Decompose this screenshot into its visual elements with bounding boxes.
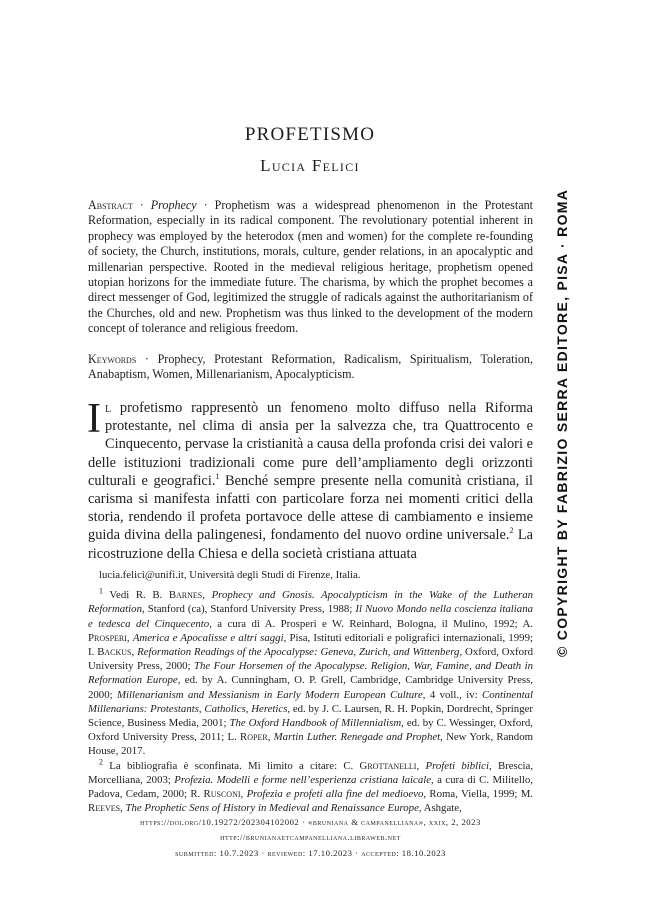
fn1-work: Martin Luther. Renegade and Prophet — [273, 731, 441, 744]
journal-url[interactable]: http://brunianaetcampanelliana.libraweb.net — [220, 832, 401, 842]
footnote-2: $^2$ La bibliografia è sconfinata. Mi limito a citare: C. Grottanelli, Profeti biblici, Brescia, Morcelliana, 2003; Profezia. Modelli e forme nell’esperienza cristiana laicale, a cura di C. Militello, Padova, Cedam, 2000; R. Rusconi, Profezia e profeti alla fine del medioevo, Roma, Viella, 1999; M. Reeves, The Prophetic Sens of History in Medieval and Renaissance Europe, Ashgate, — [88, 757, 534, 815]
fn2-text: La bibliografia è sconfinata. Mi limito a citare: C. — [109, 759, 360, 772]
keywords-label: Keywords — [88, 352, 137, 366]
article-author: Lucia Felici — [260, 156, 360, 175]
fn1-text: Vedi R. B. — [109, 589, 169, 602]
keywords-text: Prophecy, Protestant Reformation, Radicalism, Spiritualism, Toleration, Anabaptism, Women, Millenarianism, Apocalypticism. — [88, 352, 533, 382]
fn1-work: Prophecy and Gnosis. Apocalypticism in the Wake of the Lutheran Reformation — [88, 589, 533, 616]
fn2-work: The Prophetic Sens of History in Medieval and Renaissance Europe — [125, 802, 419, 815]
fn1-text: , ed. by A. Cunningham, O. P. Grell, Cambridge, Cambridge University Press, 2000; — [88, 674, 533, 701]
keywords-separator: · — [136, 352, 158, 366]
fn1-text: , 4 voll., iv: — [422, 688, 482, 701]
fn1-work: Continental Millenarians: Protestants, Catholics, Heretics — [88, 688, 533, 715]
fn1-work: The Oxford Handbook of Millennialism — [229, 717, 402, 730]
abstract-text: Prophetism was a widespread phenomenon in the Protestant Reformation, especially in its radical component. The revolutionary potential inherent in prophecy was employed by the heterodox (men and women) for the complete re-founding of society, the Church, institutions, morals, culture, gender relations, in an apocalyptic and millenarian perspective. Rooted in the medieval religious heritage, prophetism opened utopian horizons for the immediate future. The charisma, by which the prophet becomes a direct messenger of God, legitimized the struggle of radicals against the authoritarianism of the Churches, old and new. Prophetism was thus linked to the development of the modern concept of tolerance and religious freedom. — [88, 198, 533, 336]
body-text-3: La ricostruzione della Chiesa e della società cristiana attuata — [88, 527, 533, 562]
fn1-text: , ed. by J. C. Laursen, R. H. Popkin, Dordrecht, Springer Science, Business Media, 2001; — [88, 702, 533, 730]
fn1-author: Prosperi — [88, 631, 127, 644]
abstract-keyword: Prophecy — [150, 198, 197, 212]
fn1-work: Il Nuovo Mondo nella coscienza italiana e tedesca del Cinquecento — [88, 603, 533, 630]
fn2-work: Profezia. Modelli e forme nell’esperienza cristiana laicale — [174, 773, 432, 786]
fn2-text: , Roma, Viella, 1999; M. — [423, 788, 534, 801]
body-paragraph — [87, 396, 533, 563]
fn2-work: Profezia e profeti alla fine del medioevo — [246, 788, 424, 801]
fn2-text: , Brescia, Morcelliana, 2003; — [88, 759, 534, 786]
fn1-work: America e Apocalisse e altri saggi — [132, 631, 284, 644]
fn2-work: Profeti biblici — [425, 759, 489, 772]
fn1-author: Backus — [97, 646, 132, 659]
body-text-1: profetismo rappresentò un fenomeno molto diffuso nella Riforma protestante, nel clima di ansia per la salvezza che, tra Quattrocento e Cinquecento, pervase la cristianità a causa della profonda crisi dei valori e delle istituzioni tradizionali come pure dell’ampliamento degli orizzonti culturali e geografici. — [88, 400, 533, 489]
fn1-text: , Oxford, Oxford University Press, 2000; — [88, 646, 533, 673]
abstract — [88, 198, 533, 337]
fn2-author: Reeves — [88, 802, 121, 815]
footnotes — [88, 568, 533, 815]
fn1-text: , Stanford (ca), Stanford University Press, 1988; — [141, 603, 356, 616]
fn1-author: Roper — [240, 731, 268, 744]
footnote-1: $^1$ Vedi R. B. Barnes, Prophecy and Gnosis. Apocalypticism in the Wake of the Lutheran Reformation, Stanford (ca), Stanford University Press, 1988; Il Nuovo Mondo nella coscienza italiana e tedesca del Cinquecento, a cura di A. Prosperi e W. Reinhard, Bologna, il Mulino, 1992; A. Prosperi, America e Apocalisse e altri saggi, Pisa, Istituti editoriali e poligrafici internazionali, 1999; I. Backus, Reformation Readings of the Apocalypse: Geneva, Zurich, and Wittenberg, Oxford, Oxford University Press, 2000; The Four Horsemen of the Apocalypse. Religion, War, Famine, and Death in Reformation Europe, ed. by A. Cunningham, O. P. Grell, Cambridge, Cambridge University Press, 2000; Millenarianism and Messianism in Early Modern European Culture, 4 voll., iv: Continental Millenarians: Protestants, Catholics, Heretics, ed. by J. C. Laursen, R. H. Popkin, Dordrecht, Springer Science, Business Media, 2001; The Oxford Handbook of Millennialism, ed. by C. Wessinger, Oxford, Oxford University Press, 2011; L. Roper, Martin Luther. Renegade and Prophet, New York, Random House, 2017. — [88, 586, 533, 758]
abstract-separator-2: · — [196, 198, 215, 212]
fn2-author: Rusconi — [203, 788, 241, 801]
footnote-2-number: 2 — [99, 757, 103, 767]
fn2-text: , Ashgate, — [418, 802, 462, 815]
abstract-label: Abstract — [88, 198, 133, 212]
fn2-text: , a cura di C. Militello, Padova, Cedam, 2000; R. — [88, 773, 533, 801]
fn1-text: , New York, Random House, 2017. — [88, 731, 533, 758]
fn1-author: Barnes — [168, 589, 203, 602]
fn1-work: The Four Horsemen of the Apocalypse. Religion, War, Famine, and Death in Reformation Europe — [88, 660, 533, 687]
footnote-ref-1[interactable]: 1 — [215, 472, 220, 482]
author-affiliation: lucia.felici@unifi.it, Università degli Studi di Firenze, Italia. — [99, 569, 361, 581]
keywords — [88, 352, 533, 383]
copyright-notice: © COPYRIGHT BY FABRIZIO SERRA EDITORE, PISA · ROMA — [554, 188, 570, 657]
fn1-text: , Pisa, Istituti editoriali e poligrafici internazionali, 1999; I. — [88, 631, 533, 659]
footnote-1-number: 1 — [99, 586, 103, 596]
body-text-2: Benché sempre presente nella comunità cristiana, il carisma si manifesta infatti con particolare forza nei momenti critici della storia, rendendo il profeta portavoce delle attese di cambiamento e insieme guida divina della palingenesi, fondamento del nuovo ordine universale. — [88, 472, 533, 544]
fn2-author: Grottanelli — [359, 759, 417, 772]
drop-cap: I — [87, 396, 101, 442]
body-lead: l — [105, 400, 112, 416]
article-title: PROFETISMO — [244, 124, 376, 145]
fn1-work: Reformation Readings of the Apocalypse: Geneva, Zurich, and Wittenberg — [137, 646, 460, 659]
review-dates: submitted: 10.7.2023 · reviewed: 17.10.2023 · accepted: 18.10.2023 — [175, 848, 446, 858]
fn1-work: Millenarianism and Messianism in Early Modern European Culture — [116, 688, 423, 701]
footnote-ref-2[interactable]: 2 — [509, 526, 514, 536]
abstract-separator: · — [132, 198, 151, 212]
fn1-text: , ed. by C. Wessinger, Oxford, Oxford University Press, 2011; L. — [88, 717, 533, 744]
doi-line[interactable]: https://doi.org/10.19272/202304102002 · «bruniana & campanelliana», xxix, 2, 2023 — [140, 817, 481, 827]
fn1-text: , a cura di A. Prosperi e W. Reinhard, Bologna, il Mulino, 1992; A. — [209, 617, 533, 630]
